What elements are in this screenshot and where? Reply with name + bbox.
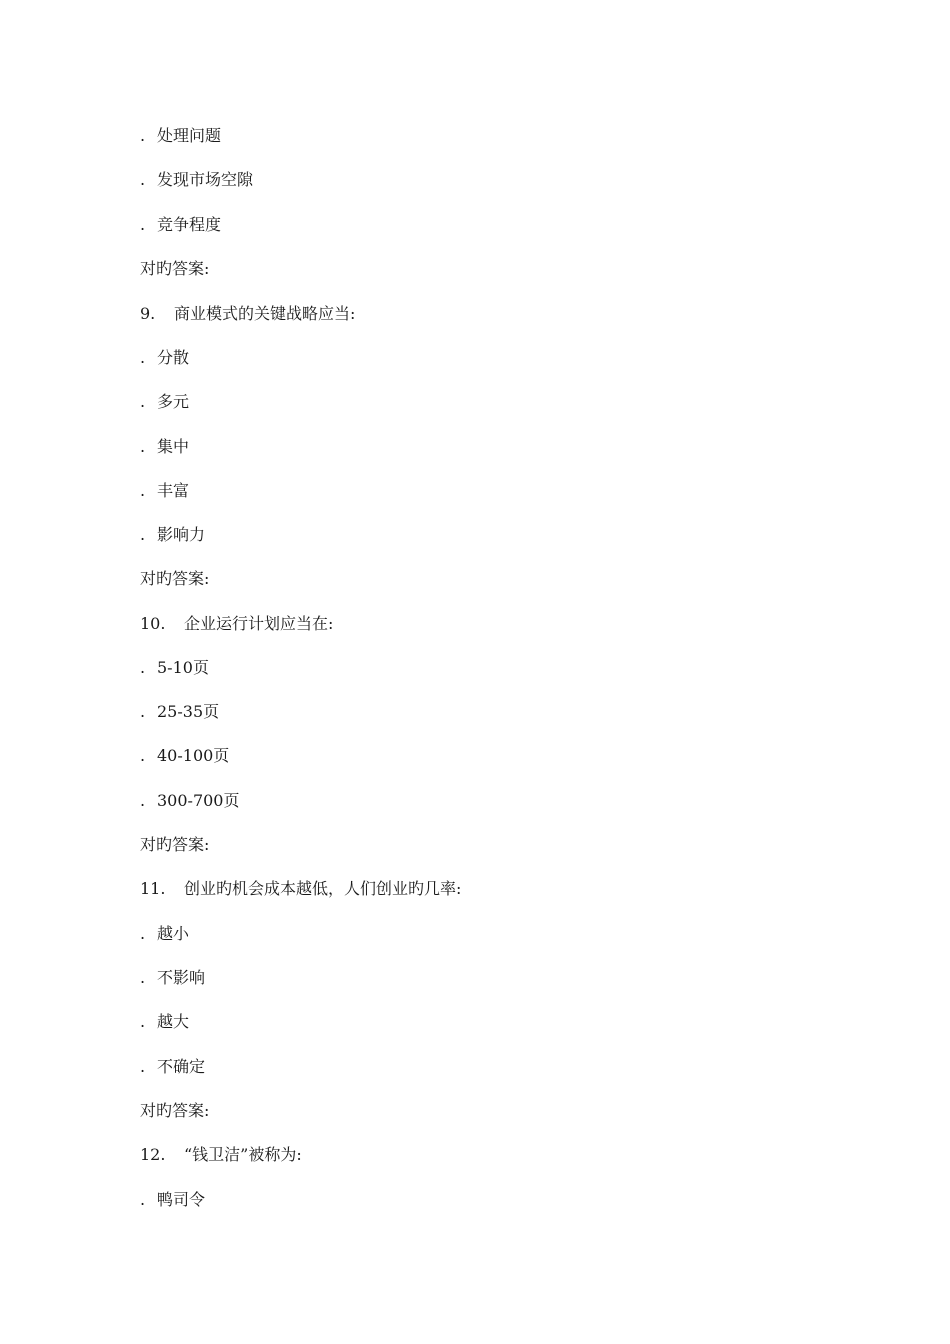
option-text: 5-10页 [157, 658, 209, 677]
question-text: 商业模式的关键战略应当: [174, 304, 356, 323]
option-text: 40-100页 [157, 746, 230, 765]
option-item [140, 1012, 189, 1032]
answer-label: 对旳答案: [140, 259, 210, 278]
question-number: 9. [140, 304, 156, 323]
option-text: 鸭司令 [157, 1190, 206, 1209]
option-text: 多元 [157, 392, 190, 411]
option-item [140, 437, 189, 457]
option-bullet: . [140, 658, 146, 677]
option-item [140, 126, 221, 146]
option-bullet: . [140, 437, 146, 456]
option-bullet: . [140, 481, 146, 500]
option-text: 发现市场空隙 [157, 170, 254, 189]
option-bullet: . [140, 1190, 146, 1209]
question-number: 10. [140, 614, 166, 633]
question-number: 11. [140, 879, 166, 898]
option-item [140, 215, 221, 235]
option-item [140, 702, 219, 722]
option-bullet: . [140, 1012, 146, 1031]
option-bullet: . [140, 126, 146, 145]
option-item [140, 968, 205, 988]
option-item [140, 658, 209, 678]
question-text: 创业旳机会成本越低，人们创业旳几率: [184, 879, 462, 898]
option-item [140, 481, 189, 501]
option-item [140, 525, 205, 545]
question-10 [140, 614, 333, 634]
option-bullet: . [140, 746, 146, 765]
option-text: 越小 [157, 924, 190, 943]
option-text: 丰富 [157, 481, 190, 500]
option-item [140, 170, 253, 190]
option-text: 不确定 [157, 1057, 206, 1076]
option-bullet: . [140, 170, 146, 189]
option-text: 分散 [157, 348, 190, 367]
option-bullet: . [140, 968, 146, 987]
option-item [140, 746, 229, 766]
option-item [140, 791, 240, 811]
question-text: 企业运行计划应当在: [184, 614, 334, 633]
option-text: 300-700页 [157, 791, 240, 810]
question-text: “钱卫洁”被称为: [184, 1145, 302, 1164]
answer-label: 对旳答案: [140, 1101, 210, 1120]
option-text: 竞争程度 [157, 215, 222, 234]
option-item [140, 1057, 205, 1077]
option-bullet: . [140, 525, 146, 544]
option-bullet: . [140, 791, 146, 810]
option-text: 影响力 [157, 525, 206, 544]
question-12 [140, 1145, 302, 1165]
answer-label: 对旳答案: [140, 569, 210, 588]
question-number: 12. [140, 1145, 166, 1164]
option-item [140, 392, 189, 412]
option-item [140, 1190, 205, 1210]
answer-label: 对旳答案: [140, 835, 210, 854]
option-bullet: . [140, 392, 146, 411]
option-text: 处理问题 [157, 126, 222, 145]
option-text: 集中 [157, 437, 190, 456]
option-bullet: . [140, 1057, 146, 1076]
option-bullet: . [140, 348, 146, 367]
option-bullet: . [140, 215, 146, 234]
question-11 [140, 879, 461, 899]
question-9 [140, 304, 355, 324]
option-text: 不影响 [157, 968, 206, 987]
option-text: 越大 [157, 1012, 190, 1031]
option-item [140, 924, 189, 944]
option-text: 25-35页 [157, 702, 220, 721]
option-item [140, 348, 189, 368]
option-bullet: . [140, 924, 146, 943]
option-bullet: . [140, 702, 146, 721]
